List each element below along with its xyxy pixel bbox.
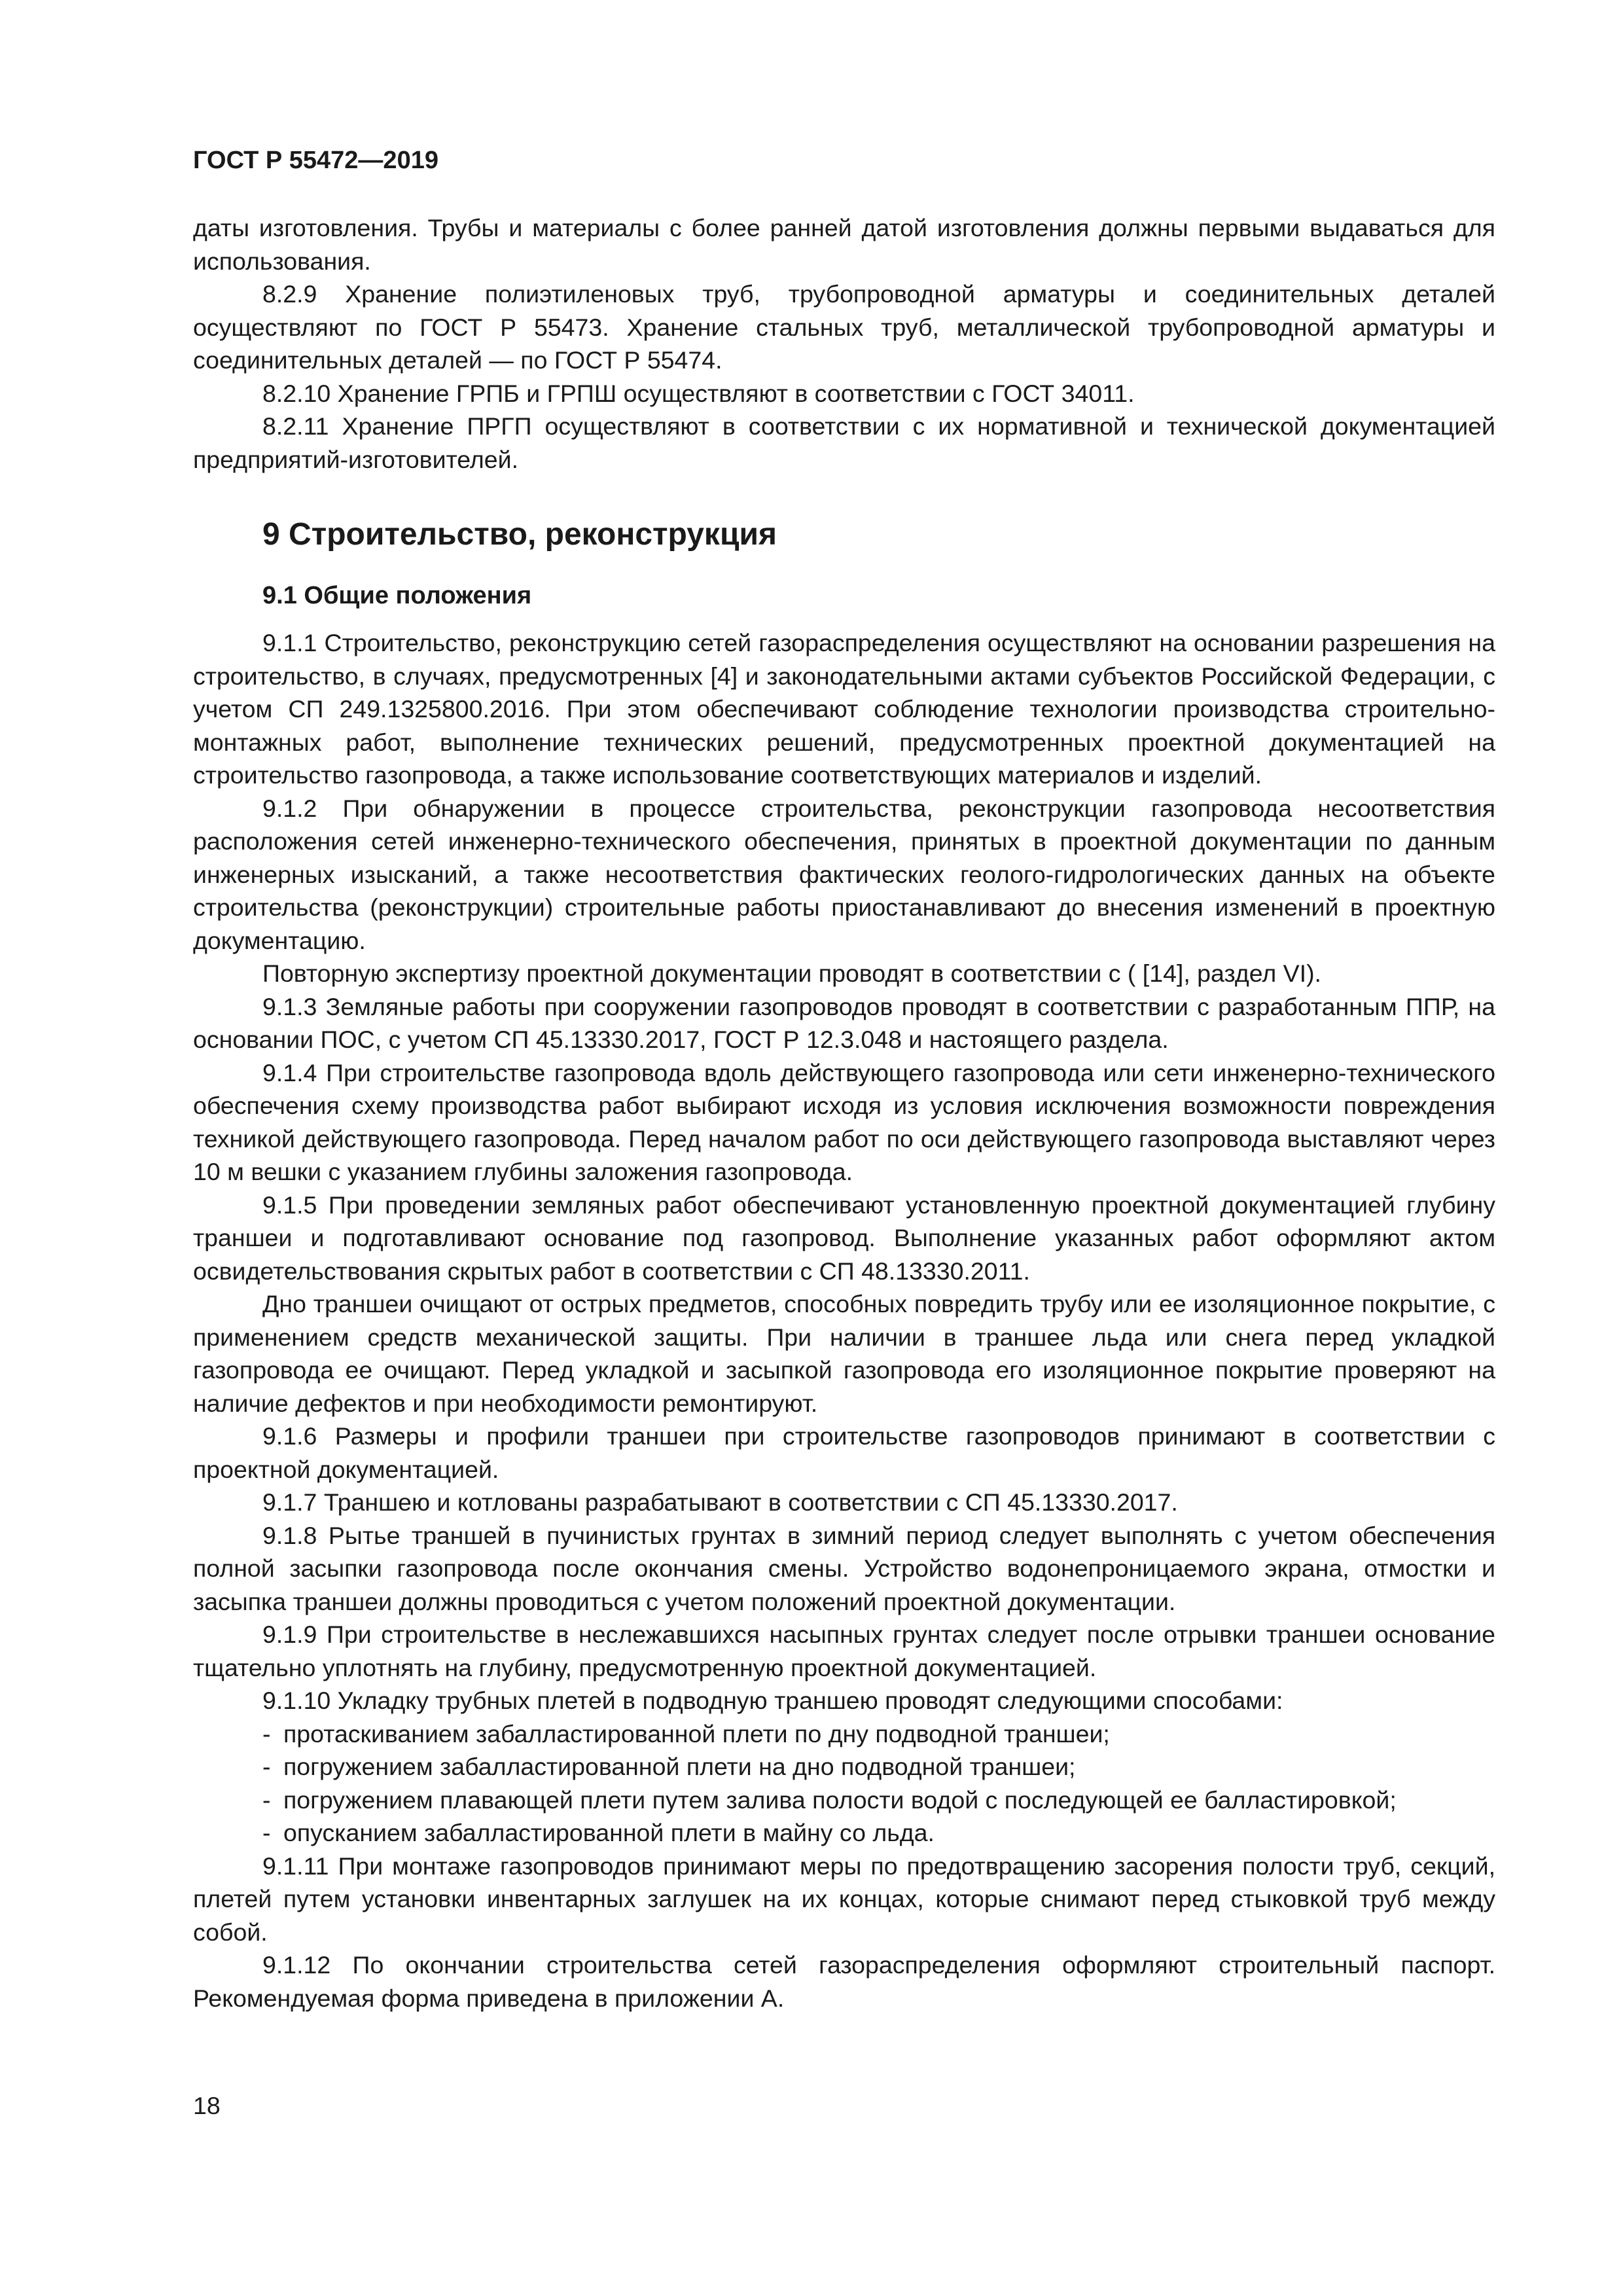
list-item (193, 1717, 1495, 1751)
paragraph-9-1-12: 9.1.12 По окончании строительства сетей газораспределения оформляют строительный паспорт. Рекомендуемая форма приведена в приложении А. (193, 1951, 1495, 2012)
section-heading: 9 Строительство, реконструкция (262, 517, 777, 552)
paragraph-9-1-2: 9.1.2 При обнаружении в процессе строительства, реконструкции газопровода несоответствия расположения сетей инженерно-технического обеспечения, принятых в проектной документации по данным инженерных изысканий, а также несоответствия фактических геолого-гидрологических данных на объекте строительства (реконструкции) строительные работы приостанавливают до внесения изменений в проектную документацию. (193, 794, 1495, 954)
document-code-header: ГОСТ Р 55472—2019 (193, 147, 438, 174)
paragraph-9-1-8: 9.1.8 Рытье траншей в пучинистых грунтах в зимний период следует выполнять с учетом обеспечения полной засыпки газопровода после окончания смены. Устройство водонепроницаемого экрана, отмостки и засыпка траншеи должны проводиться с учетом положений проектной документации. (193, 1521, 1495, 1615)
paragraph-9-1-10: 9.1.10 Укладку трубных плетей в подводную траншею проводят следующими способами: (262, 1687, 1283, 1714)
page-number: 18 (193, 2092, 221, 2119)
paragraph-trench-bottom: Дно траншеи очищают от острых предметов, способных повредить трубу или ее изоляционное покрытие, с применением средств механической защиты. При наличии в траншее льда или снега перед укладкой газопровода ее очищают. Перед укладкой и засыпкой газопровода его изоляционное покрытие проверяют на наличие дефектов и при необходимости ремонтируют. (193, 1290, 1495, 1417)
list-item-text: протаскиванием забалластированной плети по дну подводной траншеи; (283, 1719, 1110, 1748)
body-text-top (193, 211, 1495, 476)
paragraph-9-1-3: 9.1.3 Земляные работы при сооружении газопроводов проводят в соответствии с разработанным ППР, на основании ПОС, с учетом СП 45.13330.2017, ГОСТ Р 12.3.048 и настоящего раздела. (193, 992, 1495, 1053)
list-item-text: погружением плавающей плети путем залива полости водой с последующей ее балластировкой; (283, 1785, 1397, 1814)
paragraph-9-1-11: 9.1.11 При монтаже газопроводов принимают меры по предотвращению засорения полости труб, секций, плетей путем установки инвентарных заглушек на их концах, которые снимают перед стыковкой труб между собой. (193, 1852, 1495, 1946)
list-dash: - (262, 1785, 271, 1814)
list-item (193, 1750, 1495, 1784)
subsection-heading: 9.1 Общие положения (262, 582, 532, 609)
paragraph-8-2-10: 8.2.10 Хранение ГРПБ и ГРПШ осуществляют в соответствии с ГОСТ 34011. (262, 379, 1135, 407)
list-dash: - (262, 1819, 271, 1846)
paragraph-9-1-1: 9.1.1 Строительство, реконструкцию сетей газораспределения осуществляют на основании разрешения на строительство, в случаях, предусмотренных [4] и законодательными актами субъектов Российской Федерации, с учетом СП 249.1325800.2016. При этом обеспечивают соблюдение технологии производства строительно-монтажных работ, выполнение технических решений, предусмотренных проектной документацией на строительство газопровода, а также использование соответствующих материалов и изделий. (193, 629, 1495, 789)
list-dash: - (262, 1753, 271, 1780)
body-text-main (193, 626, 1495, 2015)
paragraph-9-1-9: 9.1.9 При строительстве в неслежавшихся насыпных грунтах следует после отрывки траншеи основание тщательно уплотнять на глубину, предусмотренную проектной документацией. (193, 1621, 1495, 1681)
paragraph-8-2-11: 8.2.11 Хранение ПРГП осуществляют в соответствии с их нормативной и технической документацией предприятий-изготовителей. (193, 412, 1495, 473)
list-dash: - (262, 1719, 271, 1748)
list-item (193, 1784, 1495, 1817)
paragraph-9-1-7: 9.1.7 Траншею и котлованы разрабатывают в соответствии с СП 45.13330.2017. (262, 1488, 1178, 1516)
paragraph-continuation: даты изготовления. Трубы и материалы с более ранней датой изготовления должны первыми выдаваться для использования. (193, 214, 1495, 275)
paragraph-9-1-5: 9.1.5 При проведении земляных работ обеспечивают установленную проектной документацией глубину траншеи и подготавливают основание под газопровод. Выполнение указанных работ оформляют актом освидетельствования скрытых работ в соответствии с СП 48.13330.2011. (193, 1191, 1495, 1285)
list-item-text: погружением забалластированной плети на дно подводной траншеи; (283, 1753, 1076, 1780)
list-item (193, 1816, 1495, 1850)
paragraph-8-2-9: 8.2.9 Хранение полиэтиленовых труб, трубопроводной арматуры и соединительных деталей осуществляют по ГОСТ Р 55473. Хранение стальных труб, металлической трубопроводной арматуры и соединительных деталей — по ГОСТ Р 55474. (193, 280, 1495, 374)
list-item-text: опусканием забалластированной плети в майну со льда. (283, 1819, 935, 1846)
document-page (193, 141, 1495, 2015)
paragraph-9-1-6: 9.1.6 Размеры и профили траншеи при строительстве газопроводов принимают в соответствии с проектной документацией. (193, 1422, 1495, 1483)
paragraph-expertise: Повторную экспертизу проектной документации проводят в соответствии с ( [14], раздел VI). (262, 960, 1321, 987)
paragraph-9-1-4: 9.1.4 При строительстве газопровода вдоль действующего газопровода или сети инженерно-технического обеспечения схему производства работ выбирают исходя из условия исключения возможности повреждения техникой действующего газопровода. Перед началом работ по оси действующего газопровода выставляют через 10 м вешки с указанием глубины заложения газопровода. (193, 1058, 1495, 1185)
